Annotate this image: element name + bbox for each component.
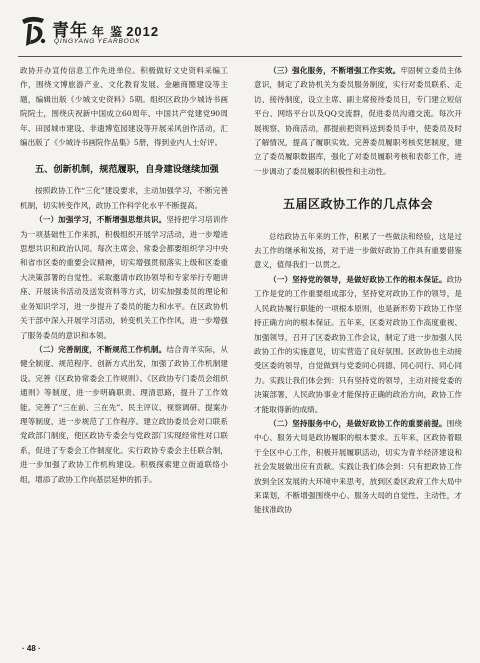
paragraph-lead: （二）坚持服务中心，是做好政协工作的重要前提。 <box>269 418 447 428</box>
paragraph: 按照政协工作“三化”建设要求，主动加强学习，不断完善机制，切实转变作风，政协工作科学化水平不断提高。 <box>20 186 228 210</box>
paragraph <box>254 417 462 518</box>
header-rule <box>18 56 462 57</box>
paragraph: 总结政协五年来的工作，积累了一些做法和经验，这是过去工作的继承和发扬，对于进一步做好政协工作具有重要借鉴意义，值得我们一以贯之。 <box>254 231 462 270</box>
paragraph <box>20 213 228 343</box>
paragraph-body: 政协工作是党的工作重要组成部分，坚持党对政协工作的领导，是人民政协履行职能的一项根本原则，也是新形势下政协工作坚持正确方向的根本保证。五年来，区委对政协工作高度重视、加强领导，召开了区委政协工作会议，制定了进一步加强人民政协工作的实施意见，切实营造了良好氛围。区政协也主动接受区委的领导，自觉做到与党委同心同德、同心同行、同心同力。实践让我们体会到：只有坚持党的领导，主动对接党委的决策部署，人民政协事业才能保持正确的政治方向，政协工作才能取得新的成绩。 <box>254 274 463 414</box>
paragraph-lead: （一）坚持党的领导，是做好政协工作的根本保证。 <box>269 274 447 284</box>
article-title: 五届区政协工作的几点体会 <box>282 197 433 212</box>
right-column <box>254 64 462 518</box>
paragraph-body: 牢固树立委员主体意识，制定了政协机关为委员服务制度，实行对委员联系、走访、接待制度，设立主席、副主席接待委员日，专门建立短信平台、网络平台以及QQ交流群，促进委员沟通交流。每次开展视察、协商活动，都提前把资料送到委员手中，使委员及时了解情况，提高了履职实效。完善委员履职考核奖惩制度，建立了委员履职数据库，强化了对委员履职考核和表彰工作，进一步调动了委员履职的积极性和主动性。 <box>254 66 462 176</box>
paragraph-lead: （一）加强学习，不断增强思想共识。 <box>35 215 167 225</box>
paragraph-body: 围绕中心、服务大局是政协履职的根本要求。五年来，区政协着眼于全区中心工作，积极开展履职活动，切实为青羊经济建设和社会发展做出应有贡献。实践让我们体会到：只有把政协工作放到全区发展的大环境中来思考，放到区委区政府工作大局中来谋划，不断增强围绕中心、服务大局的自觉性、主动性，才能找准政协 <box>254 418 463 515</box>
paragraph <box>254 64 462 179</box>
left-column <box>20 64 228 487</box>
yearbook-title: 青年 年 鉴 2012 <box>52 21 160 41</box>
paragraph-lead: （二）完善制度，不断规范工作机制。 <box>35 344 167 354</box>
paragraph <box>20 343 228 487</box>
page-header <box>18 14 462 52</box>
paragraph-body: 坚持把学习培训作为一项基础性工作来抓，积极组织开展学习活动，进一步增进思想共识和政治认同。每次主席会、常委会都要组织学习中央和省市区委的重要会议精神，切实增强贯彻落实上级和区委重大决策部署的自觉性。采取邀请市政协领导和专家举行专题讲座、开展读书活动及送发资料等方式，切实加强委员的理论和业务知识学习，进一步提升了委员的能力和水平。在区政协机关干部中深入开展学习活动，转变机关工作作风，进一步增强了服务委员的意识和本领。 <box>20 215 228 340</box>
paragraph-body: 结合青羊实际，从健全制度、规范程序、创新方式出发，加强了政协工作机制建设。完善《区政协常委会工作规则》、《区政协专门委员会组织通则》等制度，进一步明确职责、理清思路，提升了工作效能。完善了“三在前、三在先”、民主评议、视察调研、提案办理等制度，进一步规范了工作程序。建立政协委员会对口联系党政部门制度，使区政协专委会与党政部门实现经常性对口联系，促进了专委会工作制度化。实行政协专委会主任联合制，进一步加强了政协工作机构建设。积极探索建立街道联络小组，增添了政协工作向基层延伸的抓手。 <box>20 344 228 484</box>
yearbook-logo-icon <box>18 14 48 48</box>
page-number: · 48 · <box>22 644 41 653</box>
yearbook-subtitle: QINGYANG YEARBOOK <box>54 38 141 45</box>
paragraph-lead: （三）强化服务，不断增强工作实效。 <box>269 66 401 75</box>
section-heading: 五、创新机制，规范履职，自身建设继续加强 <box>35 164 219 176</box>
paragraph <box>254 273 462 417</box>
paragraph: 政协开办宣传信息工作先进单位。积极做好文史资料采编工作，围绕文博旅游产业、文化教育发展、金融商圈建设等主题，编辑出版《少城文史资料》5期。组织区政协少城诗书画院院士，围绕庆祝新中国成立60周年、中国共产党建党90周年、田园城市建设、非遗博览园建设等开展采风创作活动，汇编出版了《少城诗书画院作品集》5册，得到业内人士好评。 <box>20 66 228 148</box>
